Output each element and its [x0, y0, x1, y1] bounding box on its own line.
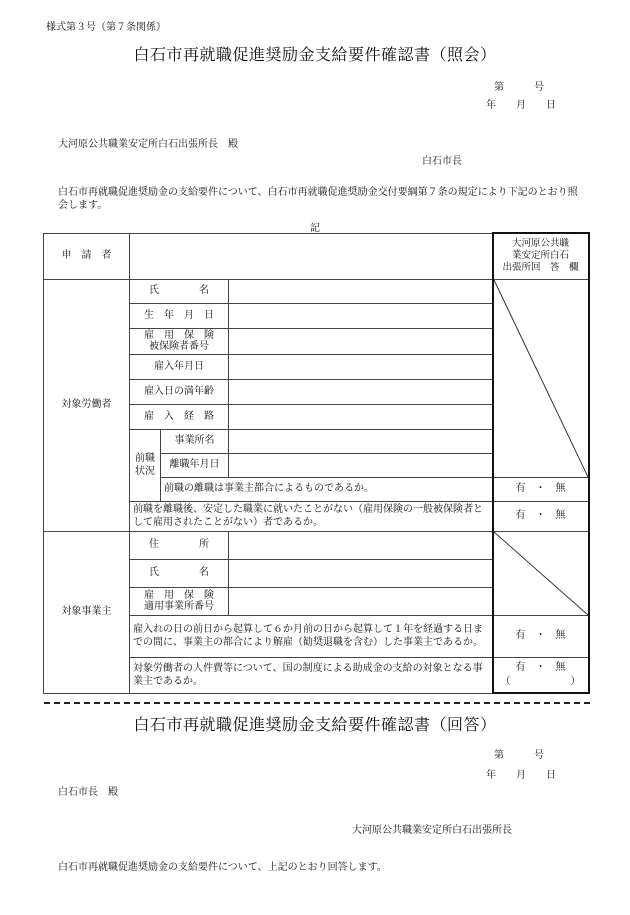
reply-title: 白石市再就職促進奨励金支給要件確認書（回答） — [133, 715, 497, 734]
worker-insured-no-field[interactable] — [229, 328, 493, 354]
diagonal-line-2 — [494, 532, 588, 615]
employer-name-label: 氏 名 — [130, 559, 229, 587]
inquiry-doc-number: 第 号 — [494, 82, 544, 93]
worker-hire-date-label: 雇入年月日 — [130, 354, 229, 379]
prev-office-field[interactable] — [229, 429, 493, 453]
employer-name-field[interactable] — [229, 559, 493, 587]
applicant-label: 申 請 者 — [44, 233, 130, 279]
inquiry-title: 白石市再就職促進奨励金支給要件確認書（照会） — [133, 45, 497, 64]
diagonal-line — [494, 280, 588, 477]
prev-leave-date-field[interactable] — [229, 453, 493, 477]
stable-job-question: 前職を離職後、安定した職業に就いたことがない（雇用保険の一般被保険者として雇用されたことがない）者であるか。 — [130, 501, 493, 531]
subsidy-yes-no: 有 ・ 無 — [515, 661, 566, 673]
ki-label: 記 — [310, 223, 320, 234]
prev-leave-date-label: 離職年月日 — [161, 453, 229, 477]
employer-answer-diagonal — [493, 531, 589, 615]
inquiry-body: 白石市再就職促進奨励金の支給要件について、白石市再就職促進奨励金交付要綱第７条の規定により下記のとおり照会します。 — [58, 187, 578, 211]
prev-job-label: 前職 状況 — [130, 429, 161, 501]
worker-age-field[interactable] — [229, 379, 493, 404]
worker-answer-diagonal — [493, 279, 589, 477]
reply-date: 年 月 日 — [486, 770, 556, 781]
worker-insured-no-label: 雇 用 保 険 被保険者番号 — [130, 328, 229, 354]
cut-line — [44, 702, 590, 704]
worker-route-label: 雇 入 経 路 — [130, 404, 229, 429]
reply-body: 白石市再就職促進奨励金の支給要件について、上記のとおり回答します。 — [58, 862, 387, 873]
employer-office-no-field[interactable] — [229, 587, 493, 615]
answer-column-header — [493, 233, 589, 279]
reply-recipient: 白石市長 殿 — [58, 787, 118, 798]
employer-address-label: 住 所 — [130, 531, 229, 559]
worker-route-field[interactable] — [229, 404, 493, 429]
employer-label: 対象事業主 — [44, 531, 130, 693]
form-number: 様式第３号（第７条関係） — [46, 22, 166, 33]
answer-header-text: 大河原公共職 業安定所白石 出張所回 答 欄 — [502, 238, 579, 274]
inquiry-date: 年 月 日 — [486, 100, 556, 111]
prev-office-label: 事業所名 — [161, 429, 229, 453]
worker-birth-field[interactable] — [229, 303, 493, 328]
employer-address-field[interactable] — [229, 531, 493, 559]
subsidy-answer[interactable] — [493, 657, 589, 693]
confirmation-table — [43, 232, 590, 694]
worker-name-label: 氏 名 — [130, 279, 229, 303]
stable-job-answer[interactable]: 有 ・ 無 — [493, 501, 589, 531]
dismissal-answer[interactable]: 有 ・ 無 — [493, 615, 589, 657]
prev-leave-question: 前職の離職は事業主都合によるものであるか。 — [161, 477, 493, 501]
applicant-field[interactable] — [130, 233, 493, 279]
worker-birth-label: 生 年 月 日 — [130, 303, 229, 328]
inquiry-recipient: 大河原公共職業安定所白石出張所長 殿 — [58, 139, 238, 150]
employer-office-no-label: 雇 用 保 険 適用事業所番号 — [130, 587, 229, 615]
reply-doc-number: 第 号 — [494, 750, 544, 761]
dismissal-question: 雇入れの日の前日から起算して６か月前の日から起算して１年を経過する日までの間に、事業主の都合により解雇（勧奨退職を含む）した事業主であるか。 — [130, 615, 493, 657]
subsidy-paren: （ ） — [500, 675, 581, 687]
worker-age-label: 雇入日の満年齢 — [130, 379, 229, 404]
worker-name-field[interactable] — [229, 279, 493, 303]
worker-hire-date-field[interactable] — [229, 354, 493, 379]
subsidy-question: 対象労働者の人件費等について、国の制度による助成金の支給の対象となる事業主であるか。 — [130, 657, 493, 693]
worker-label: 対象労働者 — [44, 279, 130, 531]
reply-sender: 大河原公共職業安定所白石出張所長 — [352, 825, 512, 836]
prev-leave-answer[interactable]: 有 ・ 無 — [493, 477, 589, 501]
inquiry-sender: 白石市長 — [422, 156, 462, 167]
